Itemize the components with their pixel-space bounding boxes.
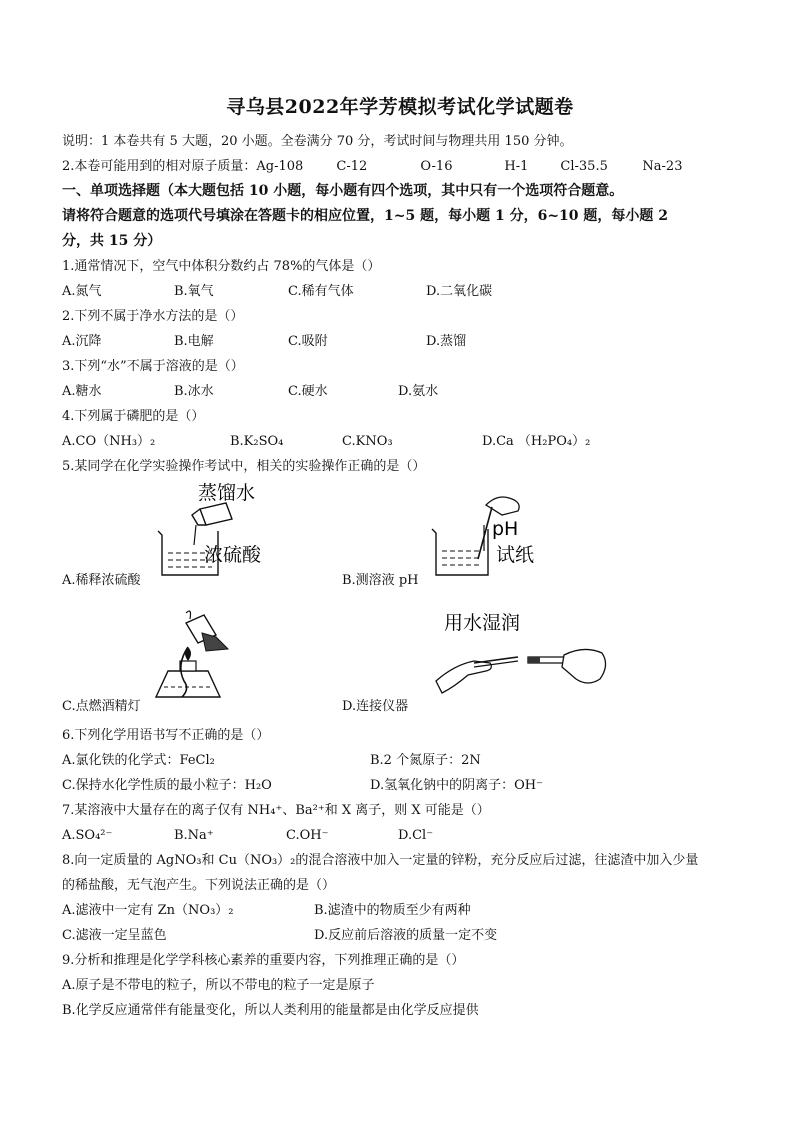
q4-stem: 4.下列属于磷肥的是（） [62, 409, 205, 424]
mass-cl: Cl-35.5 [560, 159, 608, 174]
q6-option-b[interactable]: B.2 个氮原子：2N [370, 753, 481, 768]
q5-option-a[interactable]: A.稀释浓硫酸 [62, 573, 141, 588]
q3-option-c[interactable]: C.硬水 [288, 384, 328, 399]
q4-option-d[interactable]: D.Ca （H₂PO₄）₂ [482, 434, 591, 449]
q3-option-b[interactable]: B.冰水 [174, 384, 214, 399]
page-title: 寻乌县2022年学芳模拟考试化学试题卷 [226, 96, 574, 118]
q9-option-b[interactable]: B.化学反应通常伴有能量变化，所以人类利用的能量都是由化学反应提供 [62, 1003, 479, 1018]
q8-stem-line1: 8.向一定质量的 AgNO₃和 Cu（NO₃）₂的混合溶液中加入一定量的锌粉，充分反应后过滤，往滤渣中加入少量 [62, 853, 699, 868]
q7-option-c[interactable]: C.OH⁻ [286, 828, 329, 843]
q6-option-c[interactable]: C.保持水化学性质的最小粒子：H₂O [62, 778, 272, 793]
ph-label: pH [492, 518, 519, 540]
q4-options [62, 429, 738, 454]
q8-stem-line2: 的稀盐酸，无气泡产生。下列说法正确的是（） [62, 878, 336, 893]
q7-stem: 7.某溶液中大量存在的离子仅有 NH₄⁺、Ba²⁺和 X 离子，则 X 可能是（） [62, 803, 490, 818]
q8-option-a[interactable]: A.滤液中一定有 Zn（NO₃）₂ [62, 903, 234, 918]
q8-options-cd [62, 923, 738, 948]
q3-option-d[interactable]: D.氨水 [398, 384, 439, 399]
q6-options-cd [62, 773, 738, 798]
q1-option-d[interactable]: D.二氧化碳 [426, 284, 493, 299]
mass-o: O-16 [420, 159, 453, 174]
note-2-prefix: 2.本卷可能用到的相对原子质量： [62, 159, 257, 174]
wet-with-water-label: 用水湿润 [444, 612, 521, 634]
q5-option-d[interactable]: D.连接仪器 [342, 699, 409, 714]
q2-option-d[interactable]: D.蒸馏 [426, 334, 467, 349]
test-paper-label: 试纸 [496, 544, 535, 566]
q9-stem: 9.分析和推理是化学学科核心素养的重要内容，下列推理正确的是（） [62, 953, 465, 968]
q8-options-ab [62, 898, 738, 923]
connect-apparatus-figure [434, 605, 644, 705]
q2-option-c[interactable]: C.吸附 [288, 334, 328, 349]
note-1: 说明：1 本卷共有 5 大题，20 小题。全卷满分 70 分，考试时间与物理共用 150 分钟。 [62, 134, 573, 149]
section1-line3: 分，共 15 分） [62, 233, 162, 249]
q4-option-a[interactable]: A.CO（NH₃）₂ [62, 434, 156, 449]
distilled-water-label: 蒸馏水 [198, 482, 256, 504]
q5-figure-d[interactable] [342, 605, 622, 717]
q2-option-b[interactable]: B.电解 [174, 334, 214, 349]
exam-page [62, 92, 738, 1023]
q3-option-a[interactable]: A.糖水 [62, 384, 102, 399]
q9-option-a[interactable]: A.原子是不带电的粒子，所以不带电的粒子一定是原子 [62, 978, 375, 993]
q6-options-ab [62, 748, 738, 773]
mass-h: H-1 [504, 159, 529, 174]
q5-figure-c[interactable] [62, 605, 342, 717]
mass-ag: Ag-108 [256, 159, 304, 174]
q5-figure-a[interactable] [62, 479, 342, 591]
q4-option-c[interactable]: C.KNO₃ [342, 434, 393, 449]
q5-figure-b[interactable] [342, 479, 622, 591]
alcohol-lamp-figure [146, 605, 316, 705]
q1-option-a[interactable]: A.氮气 [62, 284, 102, 299]
q7-option-d[interactable]: D.Cl⁻ [398, 828, 434, 843]
q4-option-b[interactable]: B.K₂SO₄ [230, 434, 284, 449]
q7-options [62, 823, 738, 848]
q8-option-b[interactable]: B.滤渣中的物质至少有两种 [314, 903, 471, 918]
q2-stem: 2.下列不属于净水方法的是（） [62, 309, 244, 324]
q5-figures-ab [62, 479, 738, 597]
q6-option-d[interactable]: D.氢氧化钠中的阴离子：OH⁻ [370, 778, 543, 793]
q7-option-a[interactable]: A.SO₄²⁻ [62, 828, 113, 843]
mass-c: C-12 [336, 159, 368, 174]
q3-stem: 3.下列“水”不属于溶液的是（） [62, 359, 244, 374]
q8-option-d[interactable]: D.反应前后溶液的质量一定不变 [314, 928, 498, 943]
q5-option-c[interactable]: C.点燃酒精灯 [62, 699, 141, 714]
q5-figures-cd [62, 605, 738, 721]
q1-option-c[interactable]: C.稀有气体 [288, 284, 354, 299]
mass-na: Na-23 [642, 159, 683, 174]
q1-option-b[interactable]: B.氧气 [174, 284, 214, 299]
q1-stem: 1.通常情况下，空气中体积分数约占 78%的气体是（） [62, 259, 381, 274]
conc-sulfuric-label: 浓硫酸 [204, 544, 262, 566]
q2-options [62, 329, 738, 354]
q6-stem: 6.下列化学用语书写不正确的是（） [62, 728, 270, 743]
ph-test-figure [426, 485, 606, 589]
section1-line2: 请将符合题意的选项代号填涂在答题卡的相应位置，1~5 题，每小题 1 分，6~10 题，每小题 2 [62, 208, 669, 224]
q2-option-a[interactable]: A.沉降 [62, 334, 102, 349]
q3-options [62, 379, 738, 404]
q8-option-c[interactable]: C.滤液一定呈蓝色 [62, 928, 167, 943]
q5-option-b[interactable]: B.测溶液 pH [342, 573, 419, 588]
q7-option-b[interactable]: B.Na⁺ [174, 828, 214, 843]
section1-line1: 一、单项选择题（本大题包括 10 小题，每小题有四个选项，其中只有一个选项符合题意。 [62, 183, 624, 199]
note-2 [62, 154, 738, 179]
q6-option-a[interactable]: A.氯化铁的化学式：FeCl₂ [62, 753, 215, 768]
q5-stem: 5.某同学在化学实验操作考试中，相关的实验操作正确的是（） [62, 459, 426, 474]
q1-options [62, 279, 738, 304]
